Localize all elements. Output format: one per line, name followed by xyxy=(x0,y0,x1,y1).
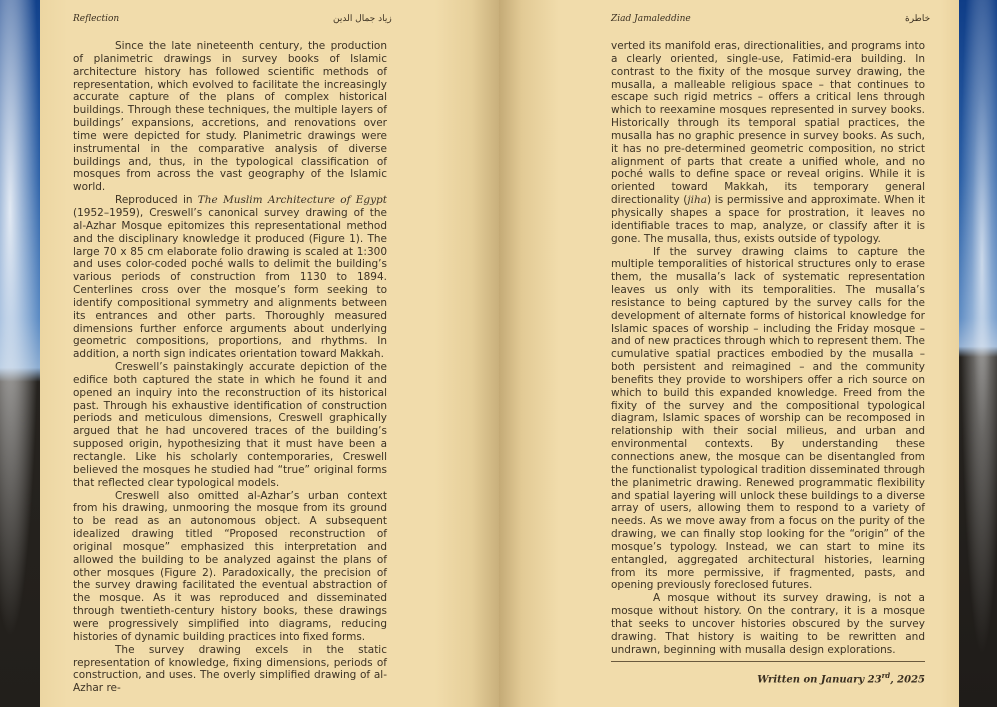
signature-text: Written on January 23 xyxy=(757,674,882,686)
signature-ordinal: rd xyxy=(881,671,891,680)
right-page-body xyxy=(611,40,925,657)
signature-divider xyxy=(611,661,925,662)
signature-date xyxy=(757,671,925,685)
running-head-author: Ziad Jamaleddine xyxy=(611,14,691,24)
book-title: The Muslim Architecture of Egypt xyxy=(197,194,387,207)
paragraph: If the survey drawing claims to capture the multiple temporalities of historical structures only to erase them, the musalla’s lack of systematic representation leaves us only with its temporalities. The musalla’s resistance to being captured by the survey calls for the development of alternate forms of historical knowledge for Islamic spaces of worship – including the Friday mosque – and of new practices through which to represent them. The cumulative spatial practices embodied by the musalla – both persistent and reimagined – and the community benefits they provide to worshipers offer a rich source on which to build this expanded knowledge. Freed from the fixity of the survey and the compositional typological diagram, Islamic spaces of worship can be recomposed in relationship with their social milieus, and urban and environmental contexts. By understanding these connections anew, the mosque can be disentangled from the functionalist typological tradition disseminated through the planimetric drawing. Renewed programmatic flexibility and spatial layering will unlock these buildings to a diverse array of users, allowing them to respond to a variety of needs. As we move away from a focus on the purity of the drawing, we can finally stop looking for the “origin” of the mosque’s typology. Instead, we can start to mine its entangled, aggregated architectural histories, learning from its more permissive, if fragmented, pasts, and opening previously foreclosed futures. xyxy=(611,245,925,592)
background-sky-right xyxy=(957,0,997,707)
term-jiha: jiha xyxy=(687,194,708,207)
right-page xyxy=(499,0,959,707)
running-head-section: Reflection xyxy=(73,14,120,24)
background-sky-left xyxy=(0,0,45,707)
paragraph: Creswell’s painstakingly accurate depiction of the edifice both captured the state in which he found it and opened an inquiry into the reconstruction of its historical past. Through his exhaustive identification of construction periods and meticulous dimensions, Creswell graphically argued that he had uncovered traces of the building’s supposed origin, hypothesizing that it must have been a rectangle. Like his scholarly contemporaries, Creswell believed the mosques he studied had “true” original forms that reflected clear typological models. xyxy=(73,361,387,489)
paragraph: Since the late nineteenth century, the production of planimetric drawings in survey books of Islamic architecture history has followed scientific methods of representation, which evolved to facilitate the increasingly accurate capture of the plans of complex historical buildings. Through these techniques, the multiple layers of buildings’ expansions, accretions, and renovations over time were depicted for study. Planimetric drawings were instrumental in the comparative analysis of diverse buildings and, thus, in the typological classification of mosques from across the vast geography of the Islamic world. xyxy=(73,40,387,194)
paragraph-text: verted its manifold eras, directionalities, and programs into a clearly oriented, single-use, Fatimid-era building. In contrast to the fixity of the mosque survey drawing, the musalla, a malleable religious space – that continues to escape such rigid metrics – offers a critical lens through which to reexamine mosques represented in survey books. Historically through its temporal spatial practices, the musalla has no graphic presence in survey books. As such, it has no pre-determined geometric composition, no strict alignment of parts that create a unified whole, and no poché walls to define space or reveal origins. While it is oriented toward Makkah, its temporary general directionality ( xyxy=(611,40,925,207)
running-head-section-arabic: خاطرة xyxy=(905,14,931,24)
paragraph-text: (1952–1959), Creswell’s canonical survey drawing of the al-Azhar Mosque epitomizes this representational method and the disciplinary knowledge it produced (Figure 1). The large 70 x 85 cm elaborate folio drawing is scaled at 1:300 and uses color-coded poché walls to delimit the building’s various periods of construction from 1130 to 1894. Centerlines cross over the mosque’s form seeking to identify compositional symmetry and alignments between its entrances and other parts. Thoroughly measured dimensions further enforce arguments about underlying geometric compositions, proportions, and rhythms. In addition, a north sign indicates orientation toward Makkah. xyxy=(73,206,387,361)
paragraph: A mosque without its survey drawing, is not a mosque without history. On the contrary, it is a mosque that seeks to uncover histories obscured by the survey drawing. That history is waiting to be rewritten and undrawn, beginning with musalla design explorations. xyxy=(611,592,925,656)
paragraph xyxy=(611,40,925,246)
paragraph: The survey drawing excels in the static representation of knowledge, fixing dimensions, periods of construction, and uses. The overly simplified drawing of al-Azhar re- xyxy=(73,643,387,695)
left-page-body xyxy=(73,40,387,695)
signature-year: , 2025 xyxy=(890,674,925,686)
running-head-author-arabic: زياد جمال الدين xyxy=(333,14,392,24)
paragraph-text: ) is permissive and approximate. When it physically shapes a space for prostration, it leaves no identifiable traces to map, analyze, or classify after it is gone. The musalla, thus, exists outside of typology. xyxy=(611,194,925,245)
left-page xyxy=(40,0,499,707)
paragraph xyxy=(73,194,387,361)
paragraph: Creswell also omitted al-Azhar’s urban context from his drawing, unmooring the mosque from its ground to be read as an autonomous object. A subsequent idealized drawing titled “Proposed reconstruction of original mosque” emphasized this interpretation and allowed the building to be analyzed against the plans of other mosques (Figure 2). Paradoxically, the precision of the survey drawing facilitated the eventual abstraction of the mosque. As it was reproduced and disseminated through twentieth-century history books, these drawings were progressively simplified into diagrams, reducing histories of dynamic building practices into fixed forms. xyxy=(73,489,387,643)
paragraph-text: Reproduced in xyxy=(115,194,198,207)
